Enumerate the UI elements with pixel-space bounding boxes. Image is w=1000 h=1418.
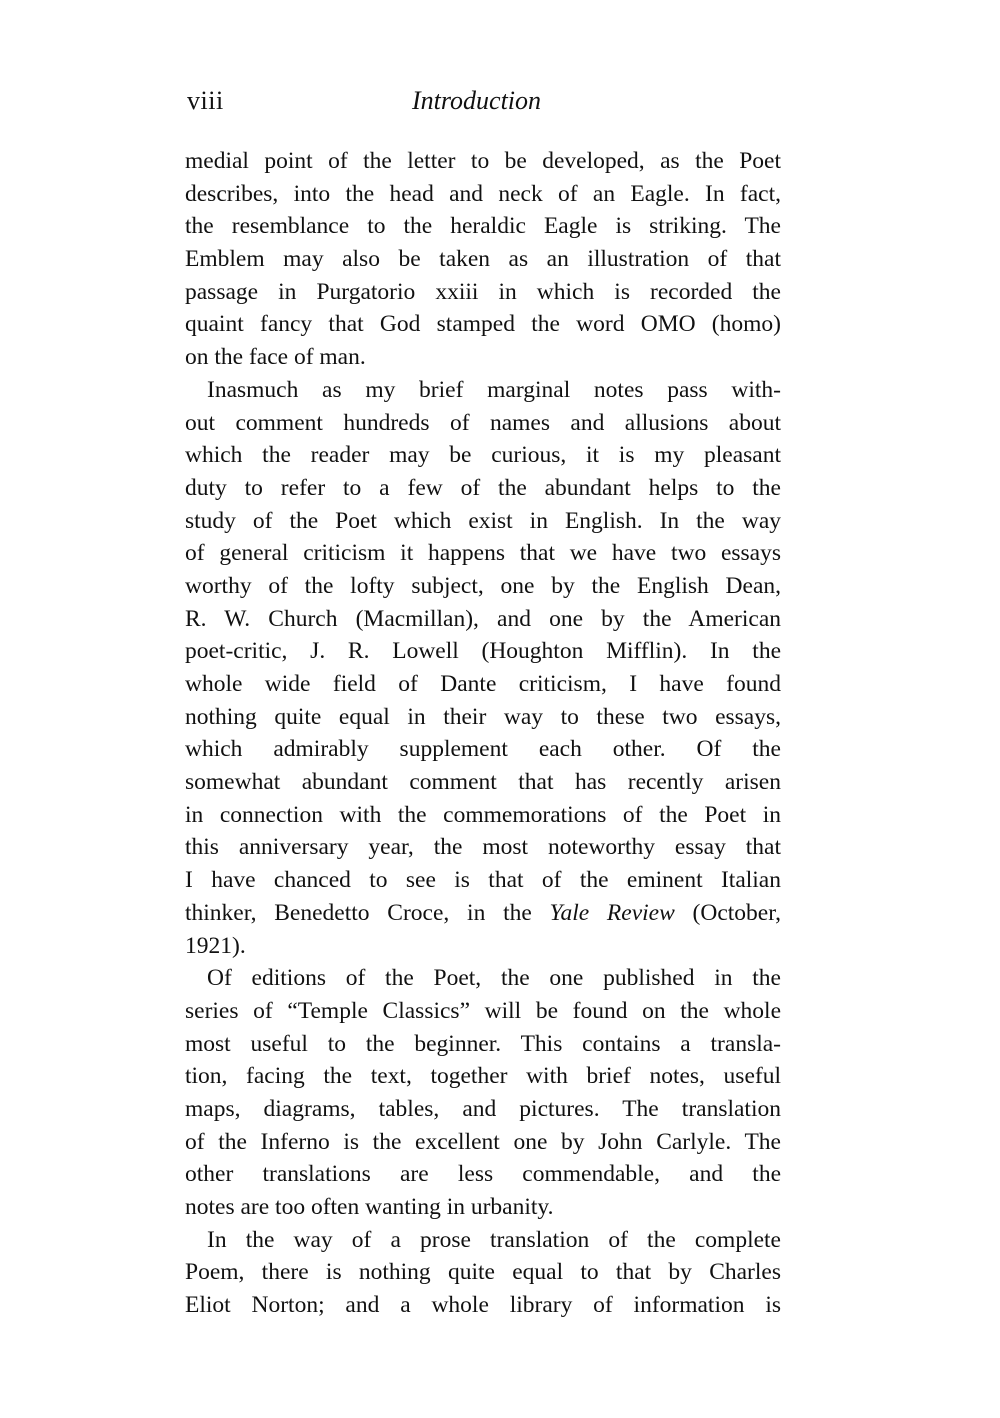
text-line: medial point of the letter to be developed, as the Poet [185, 148, 781, 174]
text-line: Of editions of the Poet, the one published in the [207, 965, 781, 992]
body-text [185, 145, 781, 1322]
text-line: which the reader may be curious, it is my pleasant [185, 442, 781, 469]
text-line: most useful to the beginner. This contains a transla- [185, 1030, 781, 1057]
text-line: Emblem may also be taken as an illustration of that [185, 246, 781, 273]
text-line: 1921). [185, 932, 246, 959]
text-line: in connection with the commemorations of the Poet in [185, 801, 781, 828]
text-line: describes, into the head and neck of an Eagle. In fact, [185, 180, 781, 207]
text-line: notes are too often wanting in urbanity. [185, 1194, 554, 1220]
text-line: of the Inferno is the excellent one by John Carlyle. The [185, 1128, 781, 1155]
text-line: the resemblance to the heraldic Eagle is striking. The [185, 213, 781, 240]
text-fragment: thinker, Benedetto Croce, in the [185, 899, 550, 926]
text-line: I have chanced to see is that of the eminent Italian [185, 867, 781, 894]
text-line: on the face of man. [185, 344, 366, 371]
text-line: out comment hundreds of names and allusions about [185, 409, 781, 436]
text-fragment: (October, [674, 899, 781, 926]
text-line: Poem, there is nothing quite equal to that by Charles [185, 1259, 781, 1286]
page-number: viii [187, 86, 224, 115]
text-line: which admirably supplement each other. Of the [185, 736, 781, 763]
text-line: In the way of a prose translation of the complete [207, 1226, 781, 1253]
text-line-with-journal [185, 897, 781, 930]
text-line: this anniversary year, the most noteworthy essay that [185, 834, 781, 861]
text-line: duty to refer to a few of the abundant helps to the [185, 474, 781, 501]
text-line: other translations are less commendable, and the [185, 1161, 781, 1188]
text-line: somewhat abundant comment that has recently arisen [185, 769, 781, 796]
text-line: passage in Purgatorio xxiii in which is recorded the [185, 278, 781, 305]
text-line: Eliot Norton; and a whole library of information is [185, 1292, 781, 1319]
text-line: quaint fancy that God stamped the word OMO (homo) [185, 311, 781, 338]
journal-title: Yale Review [549, 899, 675, 926]
text-line: tion, facing the text, together with brief notes, useful [185, 1063, 781, 1090]
text-line: poet-critic, J. R. Lowell (Houghton Mifflin). In the [185, 638, 781, 665]
text-line: study of the Poet which exist in English. In the way [185, 507, 781, 534]
running-title: Introduction [412, 86, 542, 115]
text-line: maps, diagrams, tables, and pictures. The translation [185, 1095, 781, 1122]
text-line: Inasmuch as my brief marginal notes pass with- [207, 376, 781, 403]
text-line: series of “Temple Classics” will be found on the whole [185, 997, 781, 1024]
text-line: nothing quite equal in their way to these two essays, [185, 703, 781, 730]
text-line: worthy of the lofty subject, one by the English Dean, [185, 572, 781, 599]
text-line: of general criticism it happens that we have two essays [185, 540, 781, 567]
running-head [187, 86, 782, 122]
text-line: R. W. Church (Macmillan), and one by the American [185, 605, 781, 632]
text-line: whole wide field of Dante criticism, I have found [185, 671, 781, 697]
